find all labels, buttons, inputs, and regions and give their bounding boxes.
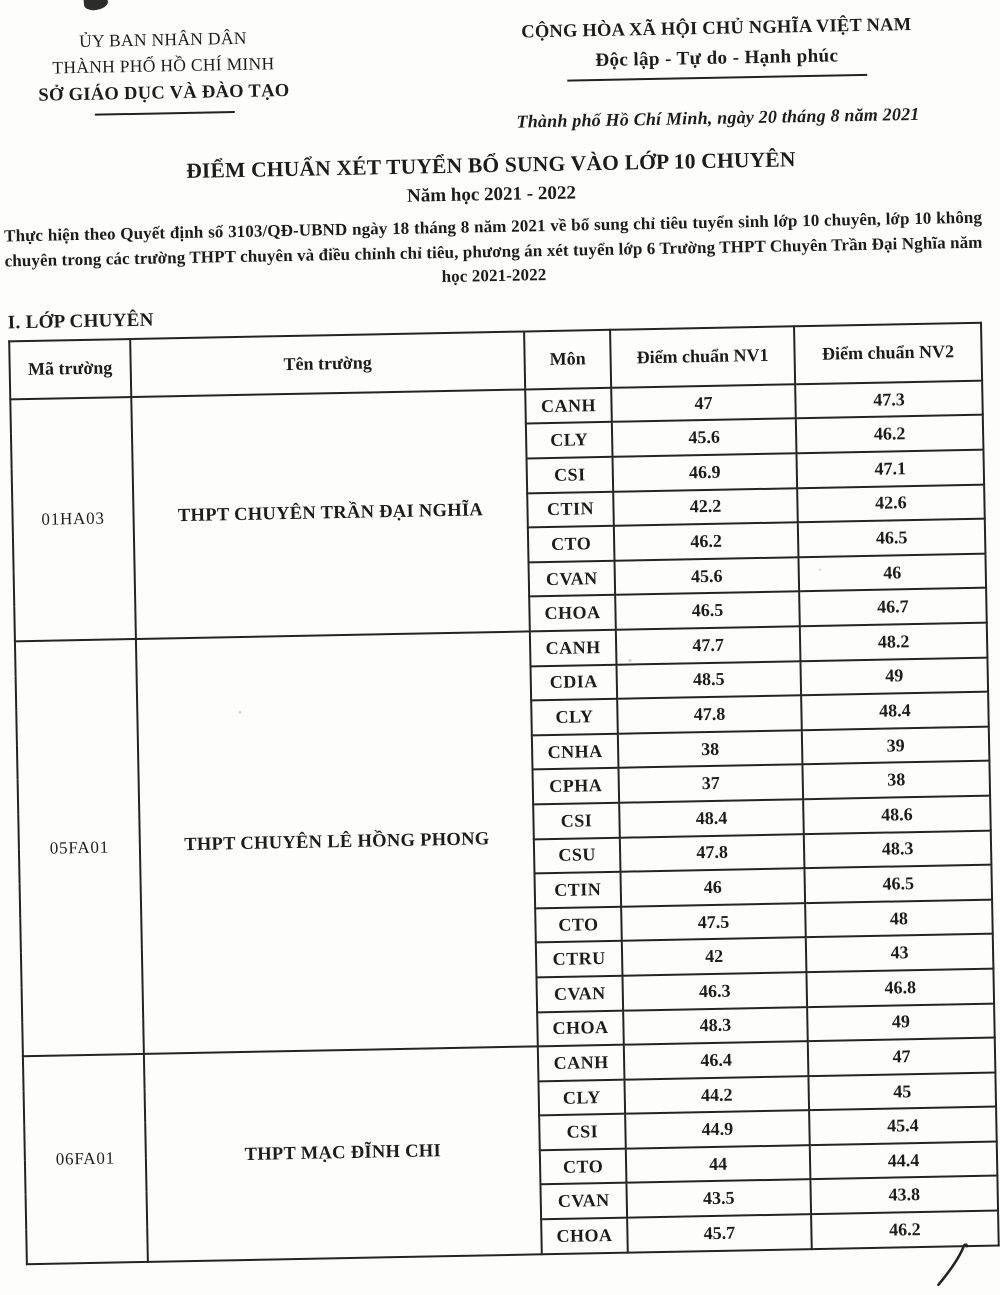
subject-cell: CTO [528,526,615,562]
score-nv2-cell: 44.4 [810,1141,998,1179]
score-nv1-cell: 46.9 [613,453,798,491]
score-nv1-cell: 44.2 [624,1076,809,1114]
subject-cell: CVAN [529,561,616,597]
score-nv1-cell: 44 [626,1145,811,1183]
country-title: CỘNG HÒA XÃ HỘI CHỦ NGHĨA VIỆT NAM [521,14,912,43]
subject-cell: CSU [534,837,621,873]
score-nv2-cell: 46.8 [806,969,994,1007]
school-name-cell: THPT CHUYÊN LÊ HỒNG PHONG [136,631,538,1054]
score-nv2-cell: 48.3 [804,830,992,868]
agency-underline [94,111,234,116]
score-nv1-cell: 46 [620,868,805,906]
score-nv2-cell: 49 [800,657,988,695]
subject-cell: CLY [531,699,618,735]
col-header-score-nv2: Điểm chuẩn NV2 [794,323,982,385]
score-nv1-cell: 37 [618,765,803,803]
score-nv2-cell: 46.5 [798,519,986,557]
subject-cell: CTRU [536,941,623,977]
subject-cell: CSI [539,1114,626,1150]
subject-cell: CNHA [532,734,619,770]
score-nv1-cell: 47.8 [620,834,805,872]
col-header-school-code: Mã trường [9,339,131,399]
score-nv2-cell: 48.4 [801,692,989,730]
score-nv2-cell: 47 [808,1038,996,1076]
agency-line-1: ỦY BAN NHÂN DÂN [78,27,247,51]
school-name-cell: THPT CHUYÊN TRẦN ĐẠI NGHĨA [131,389,530,639]
document-title: ĐIỂM CHUẨN XÉT TUYỂN BỔ SUNG VÀO LỚP 10 CHUYÊN [185,147,796,184]
score-nv1-cell: 44.9 [625,1110,810,1148]
subject-cell: CLY [526,422,613,458]
score-nv2-cell: 46.2 [796,415,984,453]
score-table [8,322,1000,1265]
score-nv2-cell: 42.6 [797,484,985,522]
issuing-agency-block [10,23,317,144]
agency-line-3: SỞ GIÁO DỤC VÀ ĐÀO TẠO [38,80,290,106]
score-nv2-cell: 43 [806,934,994,972]
score-nv1-cell: 46.4 [624,1041,809,1079]
subject-cell: CTIN [534,872,621,908]
motto-underline [567,74,867,82]
score-nv2-cell: 47.3 [795,381,983,419]
score-nv2-cell: 45.4 [809,1107,997,1145]
school-code-cell: 06FA01 [23,1054,148,1264]
score-nv1-cell: 46.3 [622,972,807,1010]
score-nv1-cell: 42.2 [613,488,798,526]
score-nv1-cell: 45.6 [614,557,799,595]
subject-cell: CSI [533,803,620,839]
subject-cell: CHOA [537,1010,624,1046]
score-nv1-cell: 48.5 [616,661,801,699]
score-nv1-cell: 47 [611,384,796,422]
subject-cell: CDIA [531,664,618,700]
subject-cell: CANH [525,388,612,424]
score-nv1-cell: 45.6 [612,419,797,457]
score-nv2-cell: 47.1 [796,450,984,488]
pen-stroke-icon [933,1243,970,1288]
section-heading: I. LỚP CHUYÊN [7,309,154,334]
score-nv2-cell: 49 [807,1003,995,1041]
intro-paragraph: Thực hiện theo Quyết định số 3103/QĐ-UBND ngày 18 tháng 8 năm 2021 về bổ sung chỉ tiêu tuyển sinh lớp 10 chuyên, lớp 10 không chuyên trong các trường THPT chuyên và điều chỉnh chỉ tiêu, phương án xét tuyển lớp 6 Trường THPT Chuyên Trần Đại Nghĩa năm học 2021-2022 [3,208,983,286]
score-nv2-cell: 43.8 [810,1176,998,1214]
score-nv1-cell: 45.7 [627,1214,812,1252]
score-nv2-cell: 46 [798,553,986,591]
score-nv1-cell: 42 [622,938,807,976]
school-name-cell: THPT MẠC ĐĨNH CHI [144,1046,542,1261]
agency-line-2: THÀNH PHỐ HỒ CHÍ MINH [52,53,275,78]
score-nv2-cell: 48.2 [800,623,988,661]
score-nv1-cell: 48.4 [619,799,804,837]
subject-cell: CHOA [529,595,616,631]
score-nv2-cell: 46.5 [804,865,992,903]
score-nv2-cell: 39 [802,726,990,764]
subject-cell: CPHA [532,768,619,804]
subject-cell: CANH [530,630,617,666]
score-nv1-cell: 47.8 [617,695,802,733]
col-header-subject: Môn [524,330,611,390]
subject-cell: CTIN [527,491,614,527]
masthead [0,0,990,145]
national-motto: Độc lập - Tự do - Hạnh phúc [595,45,839,71]
col-header-school-name: Tên trường [130,331,525,397]
score-nv1-cell: 47.7 [616,626,801,664]
col-header-score-nv1: Điểm chuẩn NV1 [610,326,795,388]
score-nv1-cell: 47.5 [621,903,806,941]
subject-cell: CHOA [541,1218,628,1254]
subject-cell: CVAN [540,1183,627,1219]
score-nv2-cell: 38 [802,761,990,799]
place-dateline: Thành phố Hồ Chí Minh, ngày 20 tháng 8 năm 2021 [516,104,920,132]
score-nv1-cell: 48.3 [623,1007,808,1045]
score-nv2-cell: 48 [805,899,993,937]
score-nv2-cell: 46.7 [799,588,987,626]
score-nv1-cell: 46.2 [614,522,799,560]
subject-cell: CLY [538,1079,625,1115]
score-nv1-cell: 38 [618,730,803,768]
subject-cell: CTO [540,1149,627,1185]
score-nv2-cell: 45 [808,1072,996,1110]
subject-cell: CVAN [536,976,623,1012]
score-table-body [10,381,998,1264]
document-subtitle: Năm học 2021 - 2022 [406,182,577,208]
school-code-cell: 01HA03 [10,397,136,641]
school-code-cell: 05FA01 [15,639,144,1056]
subject-cell: CSI [527,457,614,493]
score-nv1-cell: 46.5 [615,592,800,630]
score-nv1-cell: 43.5 [626,1180,811,1218]
score-nv2-cell: 48.6 [803,796,991,834]
score-nv2-cell: 46.2 [811,1211,999,1249]
subject-cell: CANH [538,1045,625,1081]
national-header-block [456,11,978,136]
subject-cell: CTO [535,906,622,942]
